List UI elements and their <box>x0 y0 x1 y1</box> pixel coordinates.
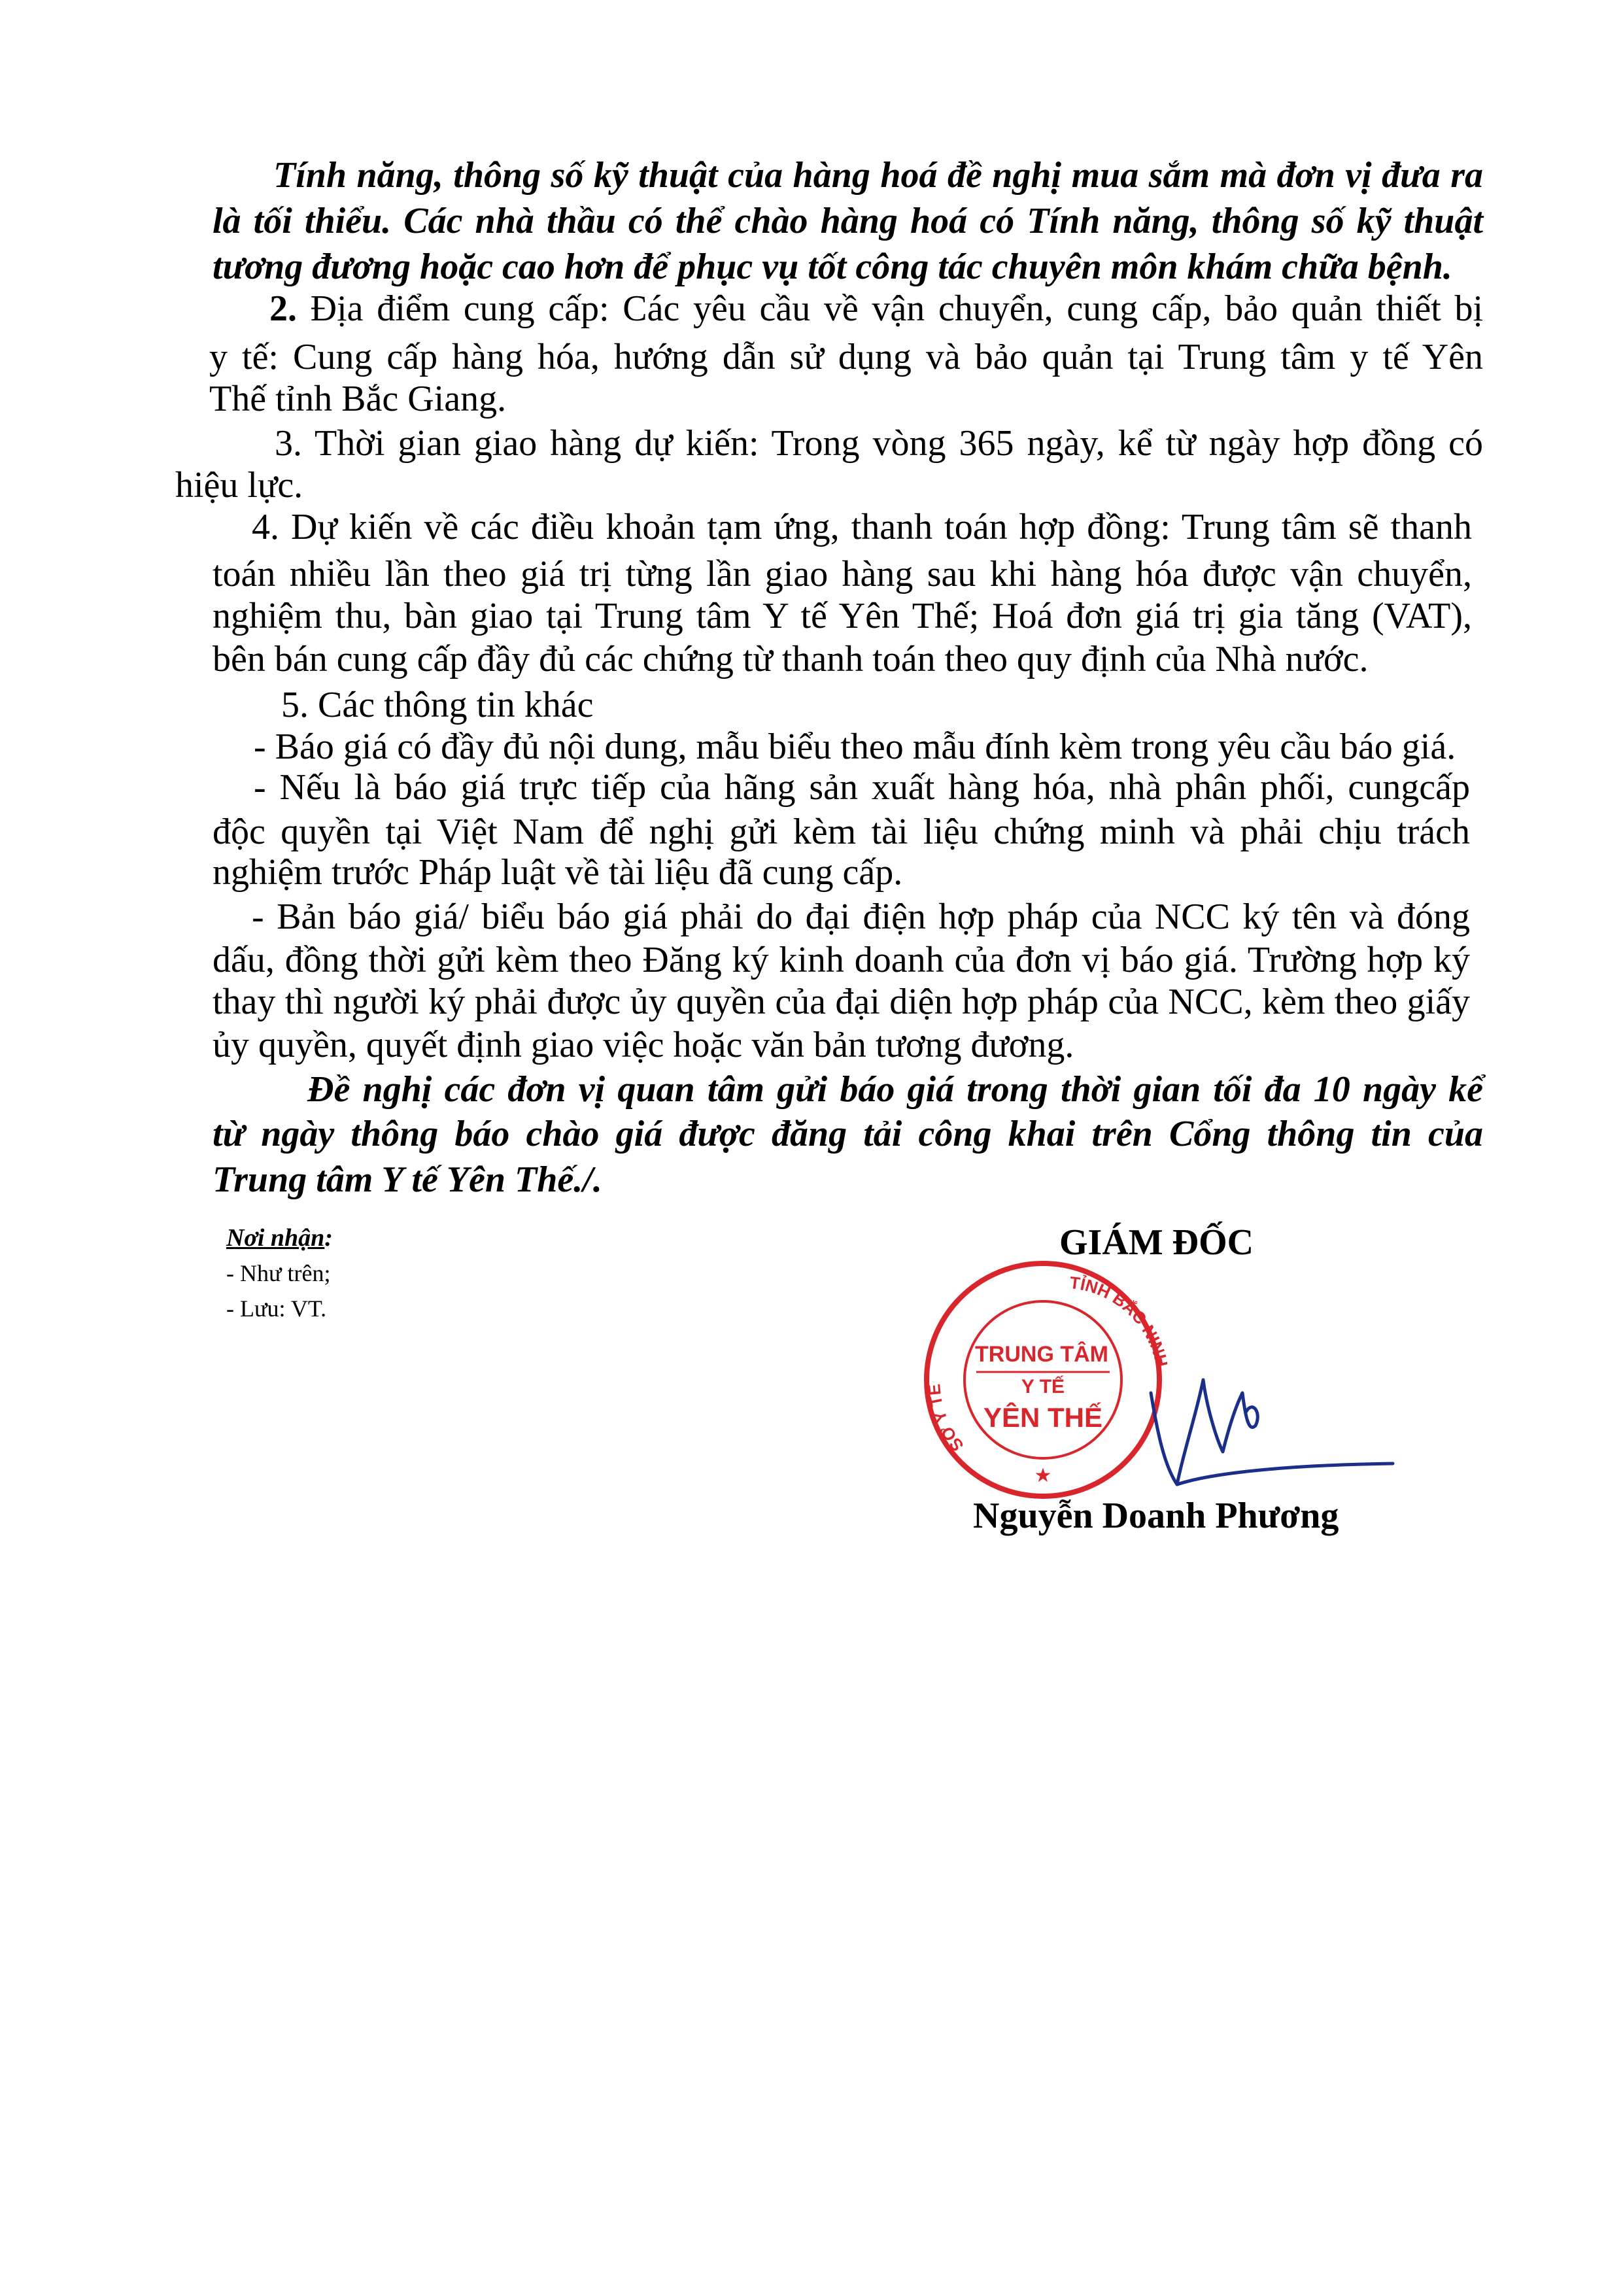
recipients-item-2: - Lưu: VT. <box>226 1295 327 1322</box>
seal-ring-right: TỈNH BẮC NIN <box>1068 1272 1167 1358</box>
seal-ring-left: SỞ Y TẾ <box>924 1383 968 1456</box>
closing-line-1: Đề nghị các đơn vị quan tâm gửi báo giá trong thời gian tối đa 10 ngày kể <box>307 1069 1483 1110</box>
closing-line-2: từ ngày thông báo chào giá được đăng tải công khai trên Cổng thông tin của <box>213 1114 1483 1154</box>
recipients-label <box>226 1223 333 1253</box>
item5-bullet3-line-1: - Bản báo giá/ biểu báo giá phải do đại điện hợp pháp của NCC ký tên và đóng <box>252 897 1470 937</box>
item2-line-3: Thế tỉnh Bắc Giang. <box>209 379 507 419</box>
seal-star-icon: ★ <box>1034 1464 1052 1487</box>
recipients-label-text: Nơi nhận <box>226 1224 325 1252</box>
intro-line-1: Tính năng, thông số kỹ thuật của hàng hoá đề nghị mua sắm mà đơn vị đưa ra <box>273 155 1483 196</box>
item5-bullet2-line-2: độc quyền tại Việt Nam để nghị gửi kèm tài liệu chứng minh và phải chịu trách <box>213 812 1470 852</box>
signer-name: Nguyễn Doanh Phương <box>973 1496 1339 1536</box>
item4-line-3: nghiệm thu, bàn giao tại Trung tâm Y tế Yên Thế; Hoá đơn giá trị gia tăng (VAT), <box>213 596 1472 636</box>
seal-line-2: Y TẾ <box>1021 1376 1065 1397</box>
seal-line-3: YÊN THẾ <box>983 1402 1103 1433</box>
item5-bullet3-line-2: dấu, đồng thời gửi kèm theo Đăng ký kinh doanh của đơn vị báo giá. Trường hợp ký <box>213 940 1470 980</box>
recipients-colon: : <box>324 1224 333 1252</box>
signer-title: GIÁM ĐỐC <box>1059 1222 1254 1263</box>
seal-graphic <box>919 1256 1167 1504</box>
official-seal <box>919 1256 1167 1504</box>
item4-line-4: bên bán cung cấp đầy đủ các chứng từ thanh toán theo quy định của Nhà nước. <box>213 639 1369 679</box>
closing-line-3: Trung tâm Y tế Yên Thế./. <box>213 1159 602 1200</box>
item3-line-1: 3. Thời gian giao hàng dự kiến: Trong vòng 365 ngày, kể từ ngày hợp đồng có <box>275 423 1483 464</box>
item4-line-2: toán nhiều lần theo giá trị từng lần giao hàng sau khi hàng hóa được vận chuyển, <box>213 554 1472 594</box>
item2-text: Địa điểm cung cấp: Các yêu cầu về vận chuyển, cung cấp, bảo quản thiết bị <box>310 288 1484 329</box>
item5-bullet3-line-3: thay thì người ký phải được ủy quyền của đại diện hợp pháp của NCC, kèm theo giấy <box>213 982 1470 1022</box>
item2-line-2: y tế: Cung cấp hàng hóa, hướng dẫn sử dụng và bảo quản tại Trung tâm y tế Yên <box>209 337 1483 377</box>
item5-bullet2-line-3: nghiệm trước Pháp luật về tài liệu đã cung cấp. <box>213 852 903 893</box>
item5-bullet2-line-1: - Nếu là báo giá trực tiếp của hãng sản xuất hàng hóa, nhà phân phối, cungcấp <box>254 767 1470 808</box>
handwritten-signature <box>1138 1354 1399 1511</box>
recipients-item-1: - Như trên; <box>226 1260 331 1286</box>
item4-line-1: 4. Dự kiến về các điều khoản tạm ứng, thanh toán hợp đồng: Trung tâm sẽ thanh <box>252 507 1472 547</box>
item2-line-1 <box>269 288 1483 330</box>
item5-heading: 5. Các thông tin khác <box>281 685 594 725</box>
item3-line-2: hiệu lực. <box>175 465 303 505</box>
intro-line-3: tương đương hoặc cao hơn để phục vụ tốt công tác chuyên môn khám chữa bệnh. <box>213 247 1452 287</box>
item2-number: 2. <box>269 288 297 329</box>
item5-bullet1: - Báo giá có đầy đủ nội dung, mẫu biểu theo mẫu đính kèm trong yêu cầu báo giá. <box>254 727 1456 767</box>
item5-bullet3-line-4: ủy quyền, quyết định giao việc hoặc văn bản tương đương. <box>213 1025 1074 1065</box>
intro-line-2: là tối thiểu. Các nhà thầu có thể chào hàng hoá có Tính năng, thông số kỹ thuật <box>213 201 1483 241</box>
seal-line-1: TRUNG TÂM <box>975 1342 1108 1367</box>
